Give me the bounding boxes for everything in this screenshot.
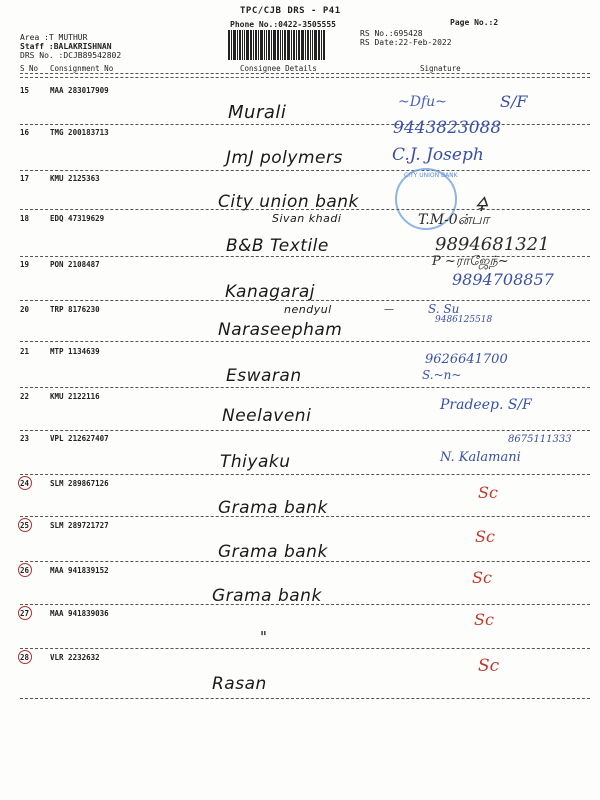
- signature-phone: 8675111333: [508, 434, 572, 445]
- row-consignment: KMU 2125363: [50, 174, 100, 183]
- col-signature: Signature: [420, 64, 461, 73]
- consignee-note: nendyul: [284, 303, 332, 316]
- dash-mark: —: [384, 304, 395, 315]
- row-divider: [20, 516, 590, 517]
- row-sno: 26: [20, 566, 30, 575]
- row-divider: [20, 561, 590, 562]
- row-consignment: MAA 941839152: [50, 566, 109, 575]
- consignee-name: Neelaveni: [222, 406, 312, 426]
- table-row: [20, 392, 100, 401]
- row-sno: 24: [20, 479, 30, 488]
- table-row: [20, 521, 109, 530]
- row-sno: 16: [20, 128, 30, 137]
- signature-phone: 9443823088: [393, 118, 502, 138]
- row-divider: [20, 474, 590, 475]
- row-divider: [20, 430, 590, 431]
- header-divider: [20, 77, 590, 78]
- row-consignment: KMU 2122116: [50, 392, 100, 401]
- signature-scribble: S.~n~: [422, 368, 462, 382]
- col-sno: S No: [20, 64, 39, 73]
- col-consignment: Consignment No: [50, 64, 114, 73]
- row-consignment: MAA 283017909: [50, 86, 109, 95]
- consignee-name: B&B Textile: [226, 236, 329, 256]
- consignee-name: City union bank: [218, 192, 359, 212]
- signature: S/F: [500, 92, 528, 111]
- row-sno: 25: [20, 521, 30, 530]
- rs-date: RS Date:22-Feb-2022: [360, 38, 452, 47]
- table-row: [20, 347, 100, 356]
- table-row: [20, 305, 100, 314]
- table-row: [20, 609, 109, 618]
- row-divider: [20, 604, 590, 605]
- area-label: Area :T MUTHUR: [20, 33, 88, 42]
- consignee-name: Rasan: [212, 674, 267, 694]
- table-row: [20, 86, 109, 95]
- consignee-name: Kanagaraj: [225, 282, 315, 302]
- row-consignment: EDQ 47319629: [50, 214, 105, 223]
- consignee-name: Grama bank: [212, 586, 322, 606]
- signature-scribble: P ~ராஜேந்~: [432, 254, 509, 269]
- header-divider: [20, 73, 590, 74]
- drs-number: DRS No. :DCJB89542802: [20, 51, 122, 60]
- row-sno: 28: [20, 653, 30, 662]
- signature: 9626641700: [425, 352, 508, 367]
- signature: Pradeep. S/F: [440, 397, 532, 413]
- consignee-name: Naraseepham: [218, 320, 343, 340]
- consignee-name: Eswaran: [226, 366, 302, 386]
- row-consignment: MAA 941839036: [50, 609, 109, 618]
- table-row: [20, 653, 100, 662]
- row-sno: 19: [20, 260, 30, 269]
- row-consignment: PON 2108487: [50, 260, 100, 269]
- signature: Sc: [472, 568, 492, 587]
- signature: C.J. Joseph: [392, 145, 484, 165]
- consignee-name: Murali: [228, 102, 287, 123]
- row-sno: 18: [20, 214, 30, 223]
- signature: N. Kalamani: [440, 450, 521, 465]
- consignee-name: Grama bank: [218, 542, 328, 562]
- table-row: [20, 128, 109, 137]
- row-divider: [20, 341, 590, 342]
- row-divider: [20, 209, 590, 210]
- rs-number: RS No.:695428: [360, 29, 423, 38]
- row-sno: 21: [20, 347, 30, 356]
- signature: 9894708857: [452, 270, 554, 289]
- row-consignment: TRP 8176230: [50, 305, 100, 314]
- row-divider: [20, 300, 590, 301]
- row-sno: 17: [20, 174, 30, 183]
- consignee-name: Thiyaku: [220, 452, 291, 472]
- table-row: [20, 479, 109, 488]
- signature-scribble: 🜍: [474, 192, 489, 216]
- row-divider: [20, 170, 590, 171]
- row-consignment: VLR 2232632: [50, 653, 100, 662]
- row-sno: 15: [20, 86, 30, 95]
- table-row: [20, 434, 109, 443]
- row-divider: [20, 124, 590, 125]
- staff-label: Staff :BALAKRISHNAN: [20, 42, 112, 51]
- row-divider: [20, 648, 590, 649]
- row-consignment: VPL 212627407: [50, 434, 109, 443]
- signature: 9894681321: [435, 234, 550, 255]
- table-row: [20, 214, 104, 223]
- row-sno: 20: [20, 305, 30, 314]
- row-sno: 27: [20, 609, 30, 618]
- consignee-name: ": [260, 628, 268, 646]
- signature: 9486125518: [435, 315, 493, 325]
- signature: Sc: [478, 483, 498, 502]
- row-divider: [20, 698, 590, 699]
- bank-stamp-text: CITY UNION BANK: [404, 172, 458, 179]
- page-number: Page No.:2: [450, 18, 499, 27]
- barcode: [228, 30, 350, 60]
- phone-number: Phone No.:0422-3505555: [230, 20, 336, 29]
- sheet-title: TPC/CJB DRS - P41: [240, 6, 341, 16]
- consignee-note: Sivan khadi: [272, 212, 342, 225]
- table-row: [20, 260, 100, 269]
- row-consignment: SLM 289721727: [50, 521, 109, 530]
- signature: Sc: [475, 527, 495, 546]
- signature: Sc: [474, 610, 494, 629]
- col-consignee: Consignee Details: [240, 64, 317, 73]
- row-consignment: MTP 1134639: [50, 347, 100, 356]
- row-consignment: SLM 289867126: [50, 479, 109, 488]
- signature-scribble: S. Su: [428, 302, 460, 316]
- table-row: [20, 174, 100, 183]
- table-row: [20, 566, 109, 575]
- row-consignment: TMG 200183713: [50, 128, 109, 137]
- signature-scribble: T.M-0ன்பா: [418, 212, 490, 228]
- row-divider: [20, 387, 590, 388]
- consignee-name: JmJ polymers: [226, 148, 343, 168]
- row-sno: 23: [20, 434, 30, 443]
- consignee-name: Grama bank: [218, 498, 328, 518]
- row-sno: 22: [20, 392, 30, 401]
- signature: Sc: [478, 656, 500, 676]
- signature-scribble: ~Dfu~: [398, 94, 447, 110]
